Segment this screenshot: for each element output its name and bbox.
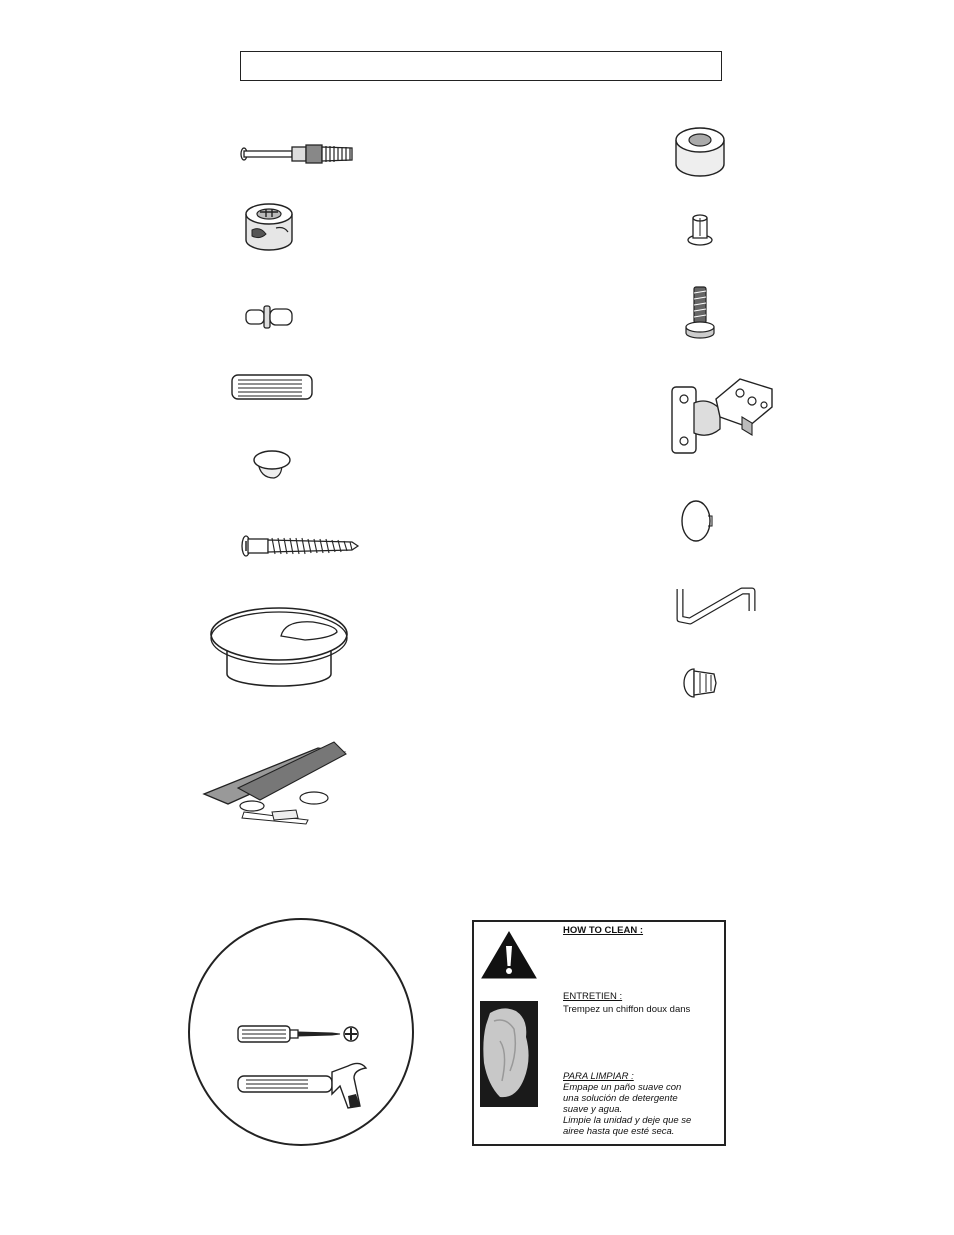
para-limpiar-line-1: Empape un paño suave con <box>563 1082 682 1093</box>
entretien-heading: ENTRETIEN : <box>563 991 623 1002</box>
shelf-pin-icon <box>244 303 296 331</box>
para-limpiar-line-2: una solución de detergente <box>563 1093 678 1104</box>
anti-tip-kit-icon <box>198 738 348 830</box>
grommet-icon <box>205 600 353 690</box>
cam-bolt-icon <box>238 140 358 168</box>
title-box <box>240 51 722 81</box>
shelf-support-cap-icon <box>252 448 294 480</box>
cover-cap-icon <box>678 498 714 544</box>
wood-dowel-icon <box>230 372 314 402</box>
cleaning-cloth-photo <box>480 1001 538 1107</box>
para-limpiar-line-3: suave y agua. <box>563 1104 623 1115</box>
para-limpiar-heading: PARA LIMPIAR : <box>563 1071 634 1082</box>
warning-triangle-icon <box>480 930 538 980</box>
how-to-clean-heading: HOW TO CLEAN : <box>563 925 644 936</box>
peg-icon <box>680 212 720 252</box>
screwdriver-icon <box>236 1022 360 1046</box>
para-limpiar-line-5: airee hasta que esté seca. <box>563 1126 675 1137</box>
entretien-line-1: Trempez un chiffon doux dans <box>563 1004 691 1015</box>
plastic-plug-icon <box>680 666 720 700</box>
leveling-glide-icon <box>682 285 718 343</box>
hammer-icon <box>236 1056 368 1112</box>
caster-wheel-icon <box>674 126 726 178</box>
allen-key-icon <box>672 583 762 627</box>
connector-screw-icon <box>240 533 362 559</box>
cam-lock-icon <box>244 200 294 254</box>
para-limpiar-line-4: Limpie la unidad y deje que se <box>563 1115 692 1126</box>
hinge-icon <box>668 373 780 457</box>
